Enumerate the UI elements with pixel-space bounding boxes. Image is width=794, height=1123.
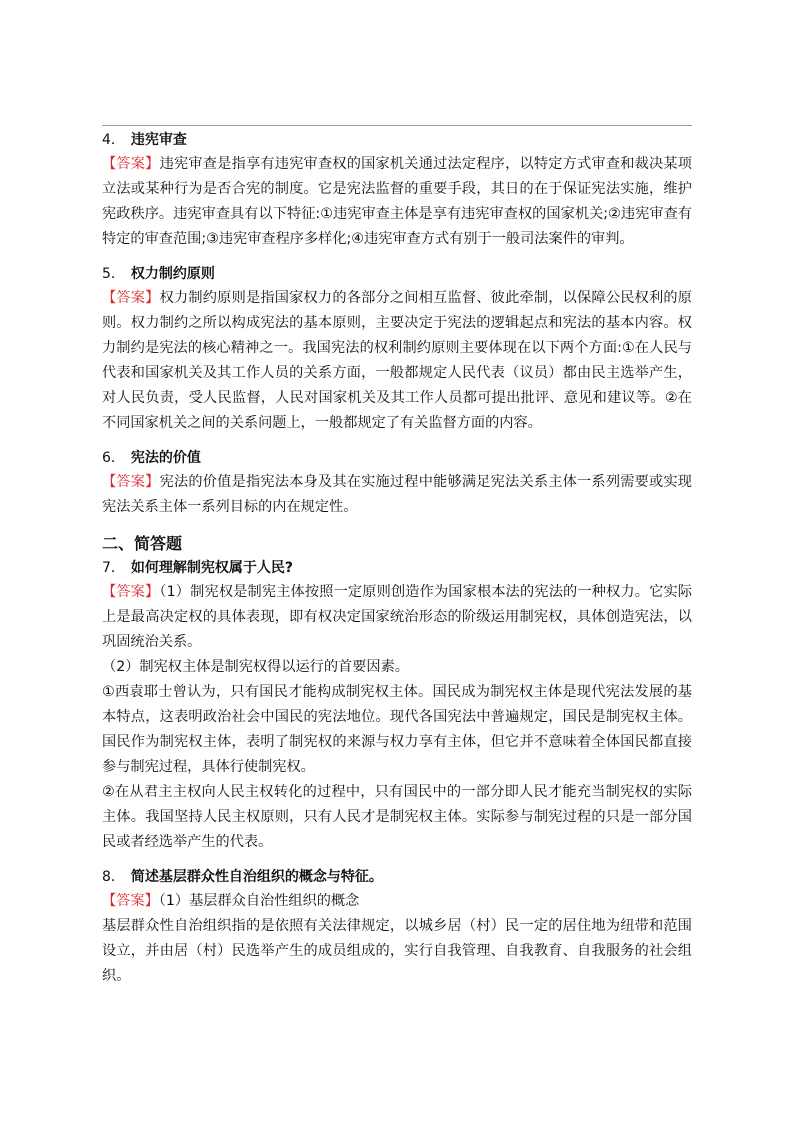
- answer-paragraph: ②在从君主主权向人民主权转化的过程中，只有国民中的一部分即人民才能充当制宪权的实际主体。我国坚持人民主权原则，只有人民才是制宪权主体。实际参与制宪过程的只是一部分国民或者经选举产生的代表。: [102, 784, 692, 850]
- answer-tag: 【答案】: [102, 893, 159, 909]
- answer-paragraph: 【答案】宪法的价值是指宪法本身及其在实施过程中能够满足宪法关系主体一系列需要或实现宪法关系主体一系列目标的内在规定性。: [102, 474, 692, 515]
- document-content: [102, 130, 692, 1001]
- question-5-title: 5． 权力制约原则: [102, 266, 215, 282]
- question-8: [102, 867, 692, 989]
- answer-paragraph: 基层群众性自治组织指的是依照有关法律规定，以城乡居（村）民一定的居住地为纽带和范围设立，并由居（村）民选举产生的成员组成的，实行自我管理、自我教育、自我服务的社会组织。: [102, 918, 692, 984]
- answer-paragraph: 【答案】（1）基层群众自治性组织的概念: [102, 893, 360, 909]
- question-7: [102, 558, 692, 855]
- answer-tag: 【答案】: [102, 474, 160, 490]
- answer-paragraph: 【答案】（1）制宪权是制宪主体按照一定原则创造作为国家根本法的宪法的一种权力。它实际上是最高决定权的具体表现，即有权决定国家统治形态的阶级运用制宪权，具体创造宪法，以巩固统治关系。: [102, 584, 692, 650]
- question-7-title: 7． 如何理解制宪权属于人民?: [102, 560, 294, 576]
- question-4: [102, 130, 692, 252]
- question-6-title: 6． 宪法的价值: [102, 450, 201, 466]
- answer-tag: 【答案】: [102, 290, 160, 306]
- answer-paragraph: 【答案】权力制约原则是指国家权力的各部分之间相互监督、彼此牵制，以保障公民权利的原则。权力制约之所以构成宪法的基本原则，主要决定于宪法的逻辑起点和宪法的基本内容。权力制约是宪法的核心精神之一。我国宪法的权利制约原则主要体现在以下两个方面:①在人民与代表和国家机关及其工作人员的关系方面，一般都规定人民代表（议员）都由民主选举产生，对人民负责，受人民监督，人民对国家机关及其工作人员都可提出批评、意见和建议等。②在不同国家机关之间的关系问题上，一般都规定了有关监督方面的内容。: [102, 290, 692, 431]
- question-8-title: 8． 简述基层群众性自治组织的概念与特征。: [102, 869, 383, 885]
- answer-tag: 【答案】: [102, 156, 160, 172]
- section-heading: 二、简答题: [102, 534, 183, 553]
- question-4-title: 4． 违宪审查: [102, 132, 187, 148]
- question-6: [102, 448, 692, 520]
- answer-paragraph: （2）制宪权主体是制宪权得以运行的首要因素。: [102, 659, 409, 675]
- answer-paragraph: 【答案】违宪审查是指享有违宪审查权的国家机关通过法定程序，以特定方式审查和裁决某项立法或某种行为是否合宪的制度。它是宪法监督的重要手段，其日的在于保证宪法实施，维护宪政秩序。违宪审查具有以下特征:①违宪审查主体是享有违宪审查权的国家机关;②违宪审查有特定的审查范围;③违宪审查程序多样化;④违宪审查方式有别于一般司法案件的审判。: [102, 156, 692, 247]
- answer-paragraph: ①西袁耶士曾认为，只有国民才能构成制宪权主体。国民成为制宪权主体是现代宪法发展的基本特点，这表明政治社会中国民的宪法地位。现代各国宪法中普遍规定，国民是制宪权主体。国民作为制宪权主体，表明了制宪权的来源与权力享有主体，但它并不意味着全体国民都直接参与制宪过程，具体行使制宪权。: [102, 684, 692, 775]
- question-5: [102, 264, 692, 436]
- answer-tag: 【答案】: [102, 584, 160, 600]
- header-rule: [102, 125, 692, 126]
